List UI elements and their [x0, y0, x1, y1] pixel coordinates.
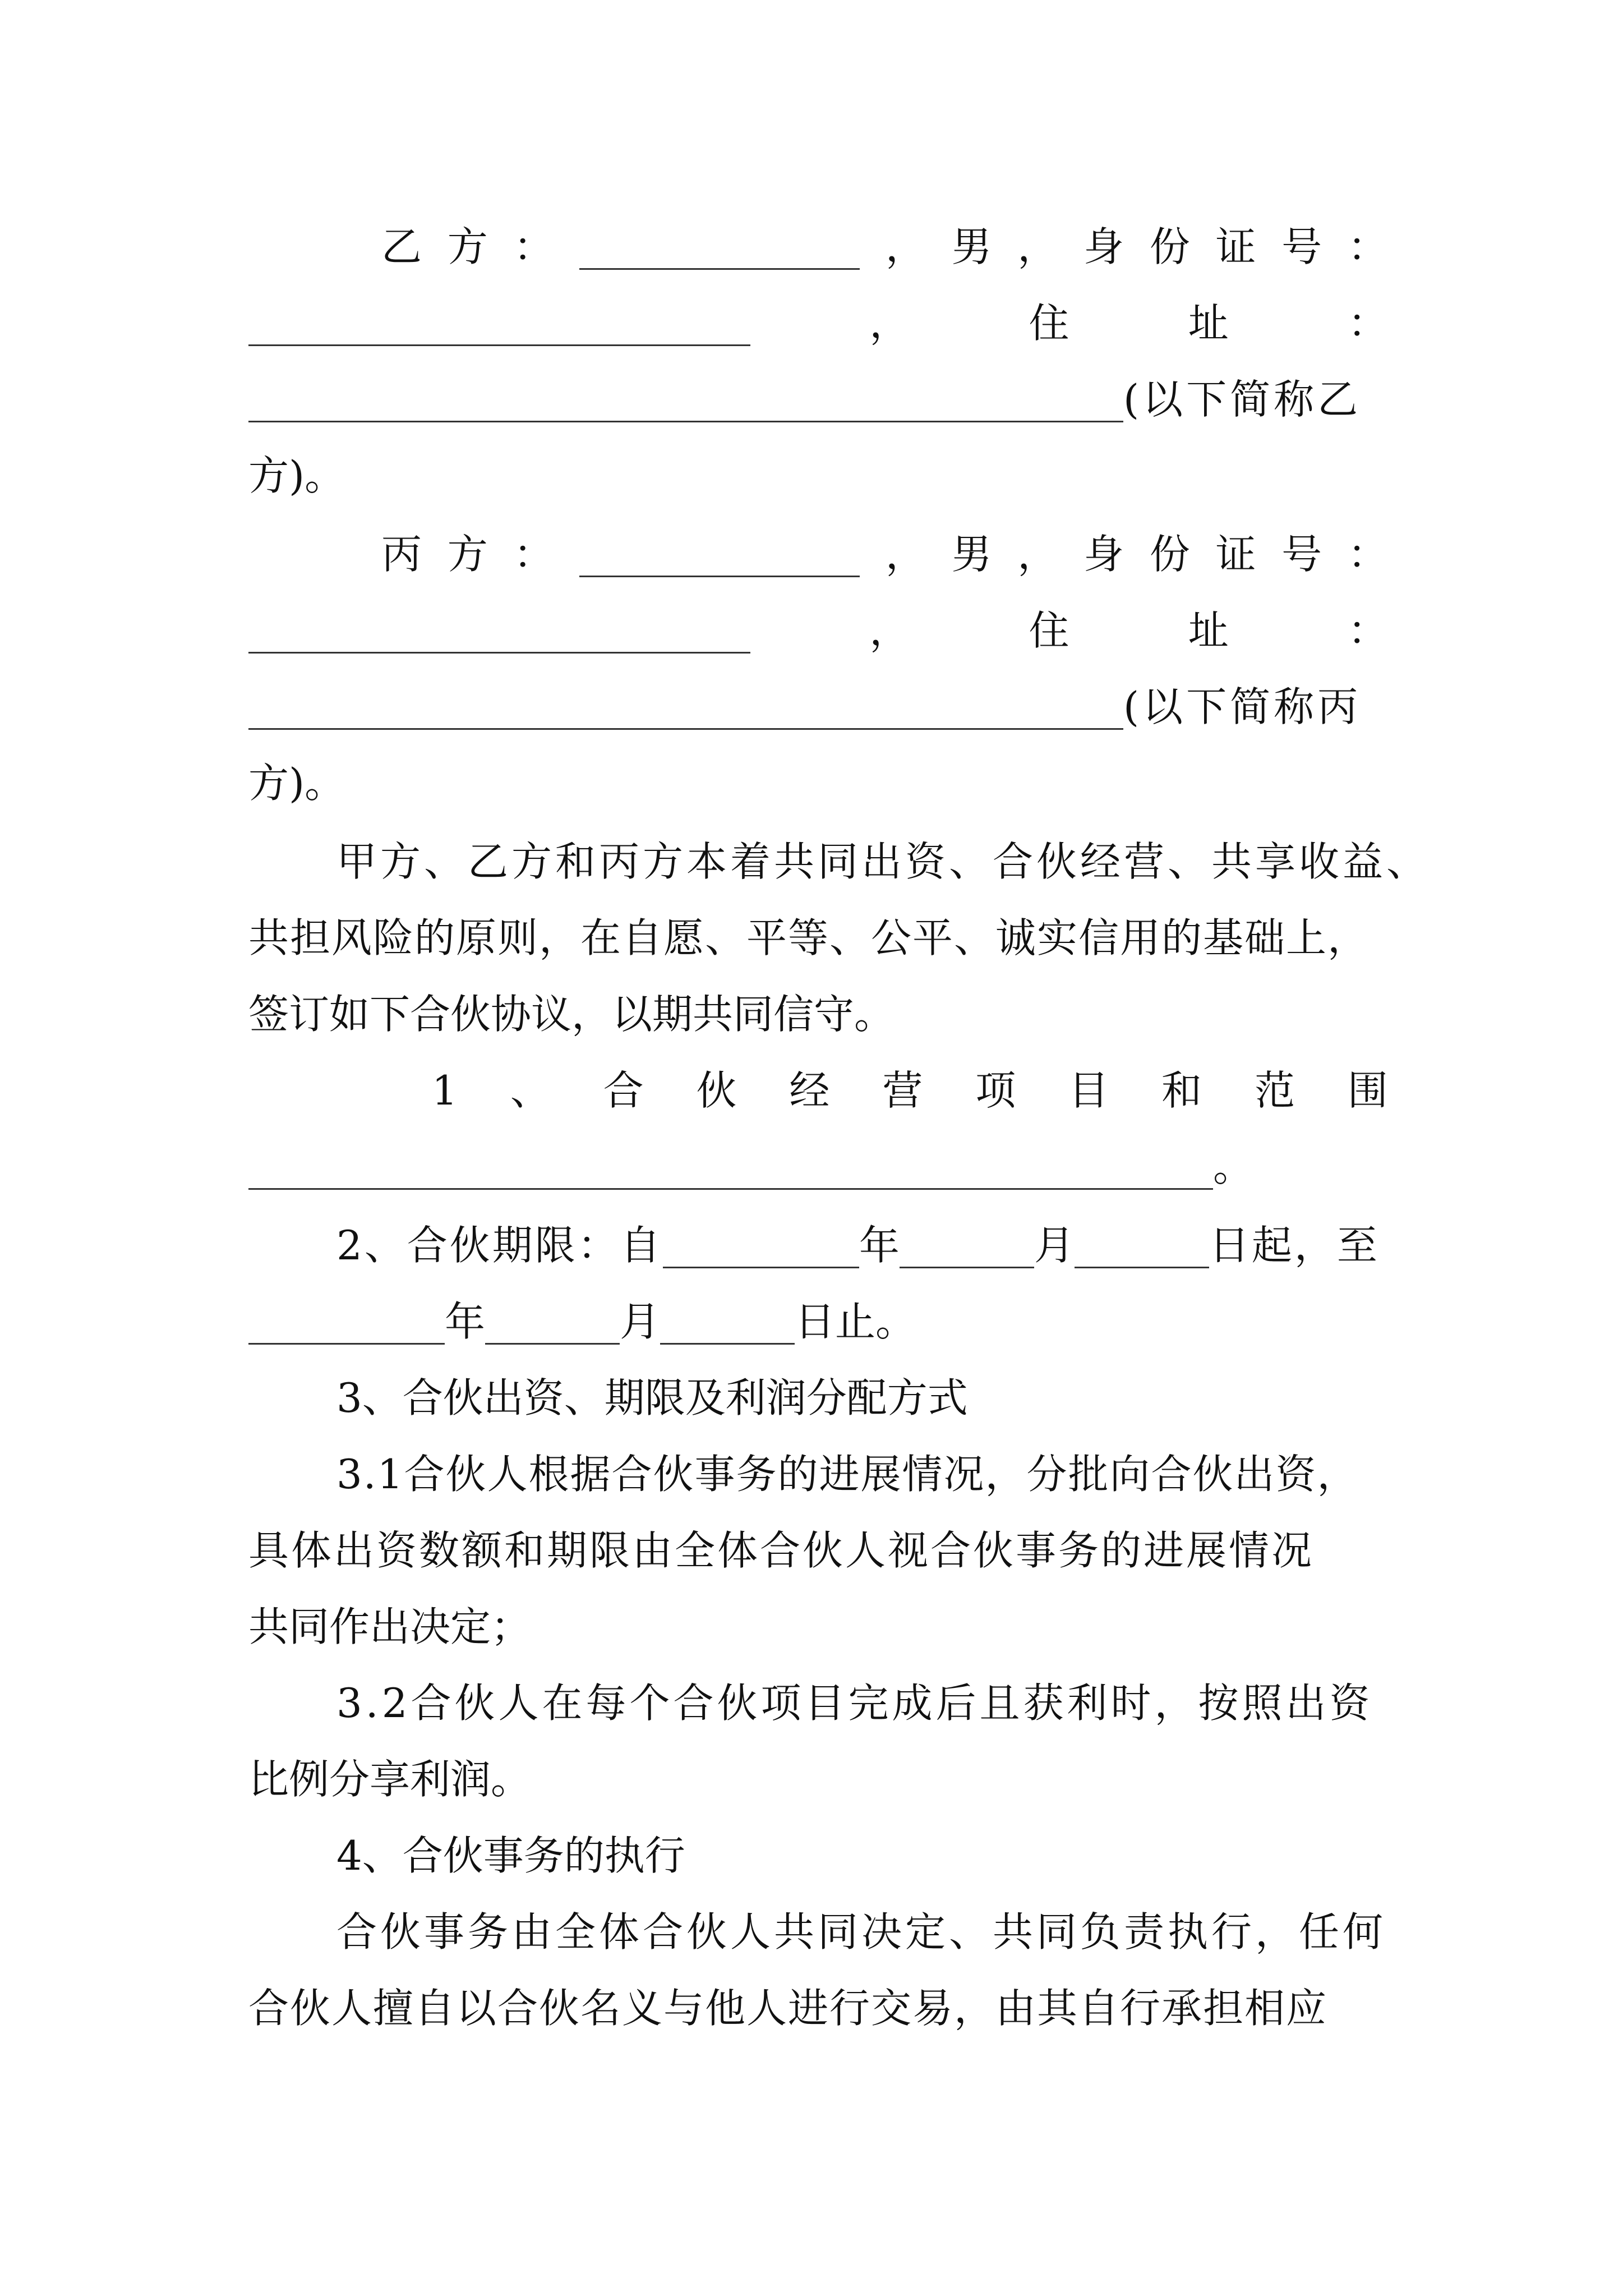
- section-1-char: 经: [789, 1067, 830, 1114]
- id-label-char: 份: [1149, 223, 1190, 270]
- comma: ，: [869, 607, 910, 654]
- party-b-address-blank[interactable]: [248, 377, 1123, 422]
- party-b-line-2: [248, 284, 1388, 362]
- section-2-line-2: [248, 1282, 1388, 1361]
- party-b-id-blank[interactable]: [248, 301, 750, 346]
- section-1-char: 目: [1068, 1067, 1109, 1114]
- address-label-char: ：: [1347, 300, 1388, 347]
- section-4-line-1: 合伙事务由全体合伙人共同决定、共同负责执行，任何: [336, 1908, 1387, 1955]
- section-1-scope-line: [248, 1128, 1388, 1206]
- party-c-label-char: ：: [513, 531, 554, 578]
- term-prefix: 2、合伙期限：自: [336, 1222, 663, 1269]
- party-b-line-4: 方)。: [248, 452, 345, 499]
- address-label-char: 址: [1188, 300, 1229, 347]
- section-1-end: 。: [1213, 1143, 1254, 1190]
- start-day-blank[interactable]: [1075, 1223, 1209, 1268]
- party-c-address-blank[interactable]: [248, 684, 1123, 730]
- intro-line-1: 甲方、乙方和丙方本着共同出资、合伙经营、共享收益、: [336, 838, 1431, 885]
- party-c-short-name: (以下简称丙: [1123, 683, 1362, 730]
- section-1-title: [432, 1051, 1388, 1130]
- party-c-label-char: 丙: [381, 531, 422, 578]
- id-label-char: 份: [1149, 531, 1190, 578]
- section-1-char: 项: [975, 1067, 1016, 1114]
- party-c-name-blank[interactable]: [579, 532, 860, 577]
- party-c-line-4: 方)。: [248, 760, 345, 807]
- section-1-char: 1: [432, 1067, 458, 1114]
- section-2-line-1: [336, 1206, 1388, 1285]
- address-label-char: 住: [1029, 607, 1069, 654]
- start-year-blank[interactable]: [663, 1223, 859, 1268]
- intro-line-3: 签订如下合伙协议，以期共同信守。: [248, 991, 895, 1038]
- day-start-label: 日起，至: [1209, 1222, 1380, 1269]
- year-label: 年: [445, 1298, 486, 1345]
- section-1-char: 合: [603, 1067, 644, 1114]
- section-4-line-2: 合伙人擅自以合伙名义与他人进行交易，由其自行承担相应: [248, 1985, 1328, 2032]
- section-1-char: 伙: [696, 1067, 737, 1114]
- id-label-char: ：: [1347, 531, 1388, 578]
- section-3-1-line-1: 3.1合伙人根据合伙事务的进展情况，分批向合伙出资，: [336, 1451, 1359, 1498]
- party-c-line-1: [381, 515, 1388, 593]
- party-b-label-char: ：: [513, 223, 554, 270]
- party-c-gender: 男: [951, 531, 992, 578]
- address-label-char: 址: [1188, 607, 1229, 654]
- year-label: 年: [859, 1222, 900, 1269]
- party-c-line-2: [248, 591, 1388, 670]
- section-3-2-line-2: 比例分享利润。: [248, 1756, 532, 1803]
- party-c-label-char: 方: [447, 531, 488, 578]
- id-label-char: 号: [1281, 531, 1322, 578]
- section-1-char: 、: [510, 1067, 551, 1114]
- start-month-blank[interactable]: [900, 1223, 1034, 1268]
- party-b-name-blank[interactable]: [579, 224, 860, 270]
- party-c-line-3: [248, 668, 1388, 746]
- comma: ，: [869, 300, 910, 347]
- id-label-char: 号: [1281, 223, 1322, 270]
- address-label-char: ：: [1347, 607, 1388, 654]
- comma: ，: [885, 531, 926, 578]
- section-3-title: 3、合伙出资、期限及利润分配方式: [336, 1374, 968, 1421]
- section-1-char: 和: [1161, 1067, 1202, 1114]
- id-label-char: ：: [1347, 223, 1388, 270]
- id-label-char: 证: [1215, 531, 1256, 578]
- end-year-blank[interactable]: [248, 1299, 445, 1345]
- id-label-char: 证: [1215, 223, 1256, 270]
- comma: ，: [1017, 531, 1058, 578]
- party-b-line-1: [381, 208, 1388, 286]
- comma: ，: [885, 223, 926, 270]
- end-month-blank[interactable]: [485, 1299, 620, 1345]
- party-c-id-blank[interactable]: [248, 608, 750, 654]
- id-label-char: 身: [1083, 531, 1124, 578]
- section-1-char: 范: [1254, 1067, 1295, 1114]
- section-3-1-line-3: 共同作出决定；: [248, 1603, 532, 1650]
- intro-line-2: 共担风险的原则，在自愿、平等、公平、诚实信用的基础上，: [248, 914, 1370, 961]
- party-b-label-char: 乙: [381, 223, 422, 270]
- party-b-short-name: (以下简称乙: [1123, 376, 1362, 423]
- section-3-1-line-2: 具体出资数额和期限由全体合伙人视合伙事务的进展情况: [248, 1527, 1315, 1574]
- section-1-char: 营: [882, 1067, 923, 1114]
- business-scope-blank[interactable]: [248, 1144, 1213, 1190]
- party-b-gender: 男: [951, 223, 992, 270]
- section-3-2-line-1: 3.2合伙人在每个合伙项目完成后且获利时，按照出资: [336, 1680, 1373, 1727]
- month-label: 月: [1034, 1222, 1075, 1269]
- party-b-line-3: [248, 360, 1388, 439]
- end-day-blank[interactable]: [660, 1299, 795, 1345]
- address-label-char: 住: [1029, 300, 1069, 347]
- day-end-label: 日止。: [795, 1298, 916, 1345]
- party-b-label-char: 方: [447, 223, 488, 270]
- id-label-char: 身: [1083, 223, 1124, 270]
- comma: ，: [1017, 223, 1058, 270]
- month-label: 月: [620, 1298, 661, 1345]
- section-4-title: 4、合伙事务的执行: [336, 1832, 685, 1879]
- section-1-char: 围: [1347, 1067, 1388, 1114]
